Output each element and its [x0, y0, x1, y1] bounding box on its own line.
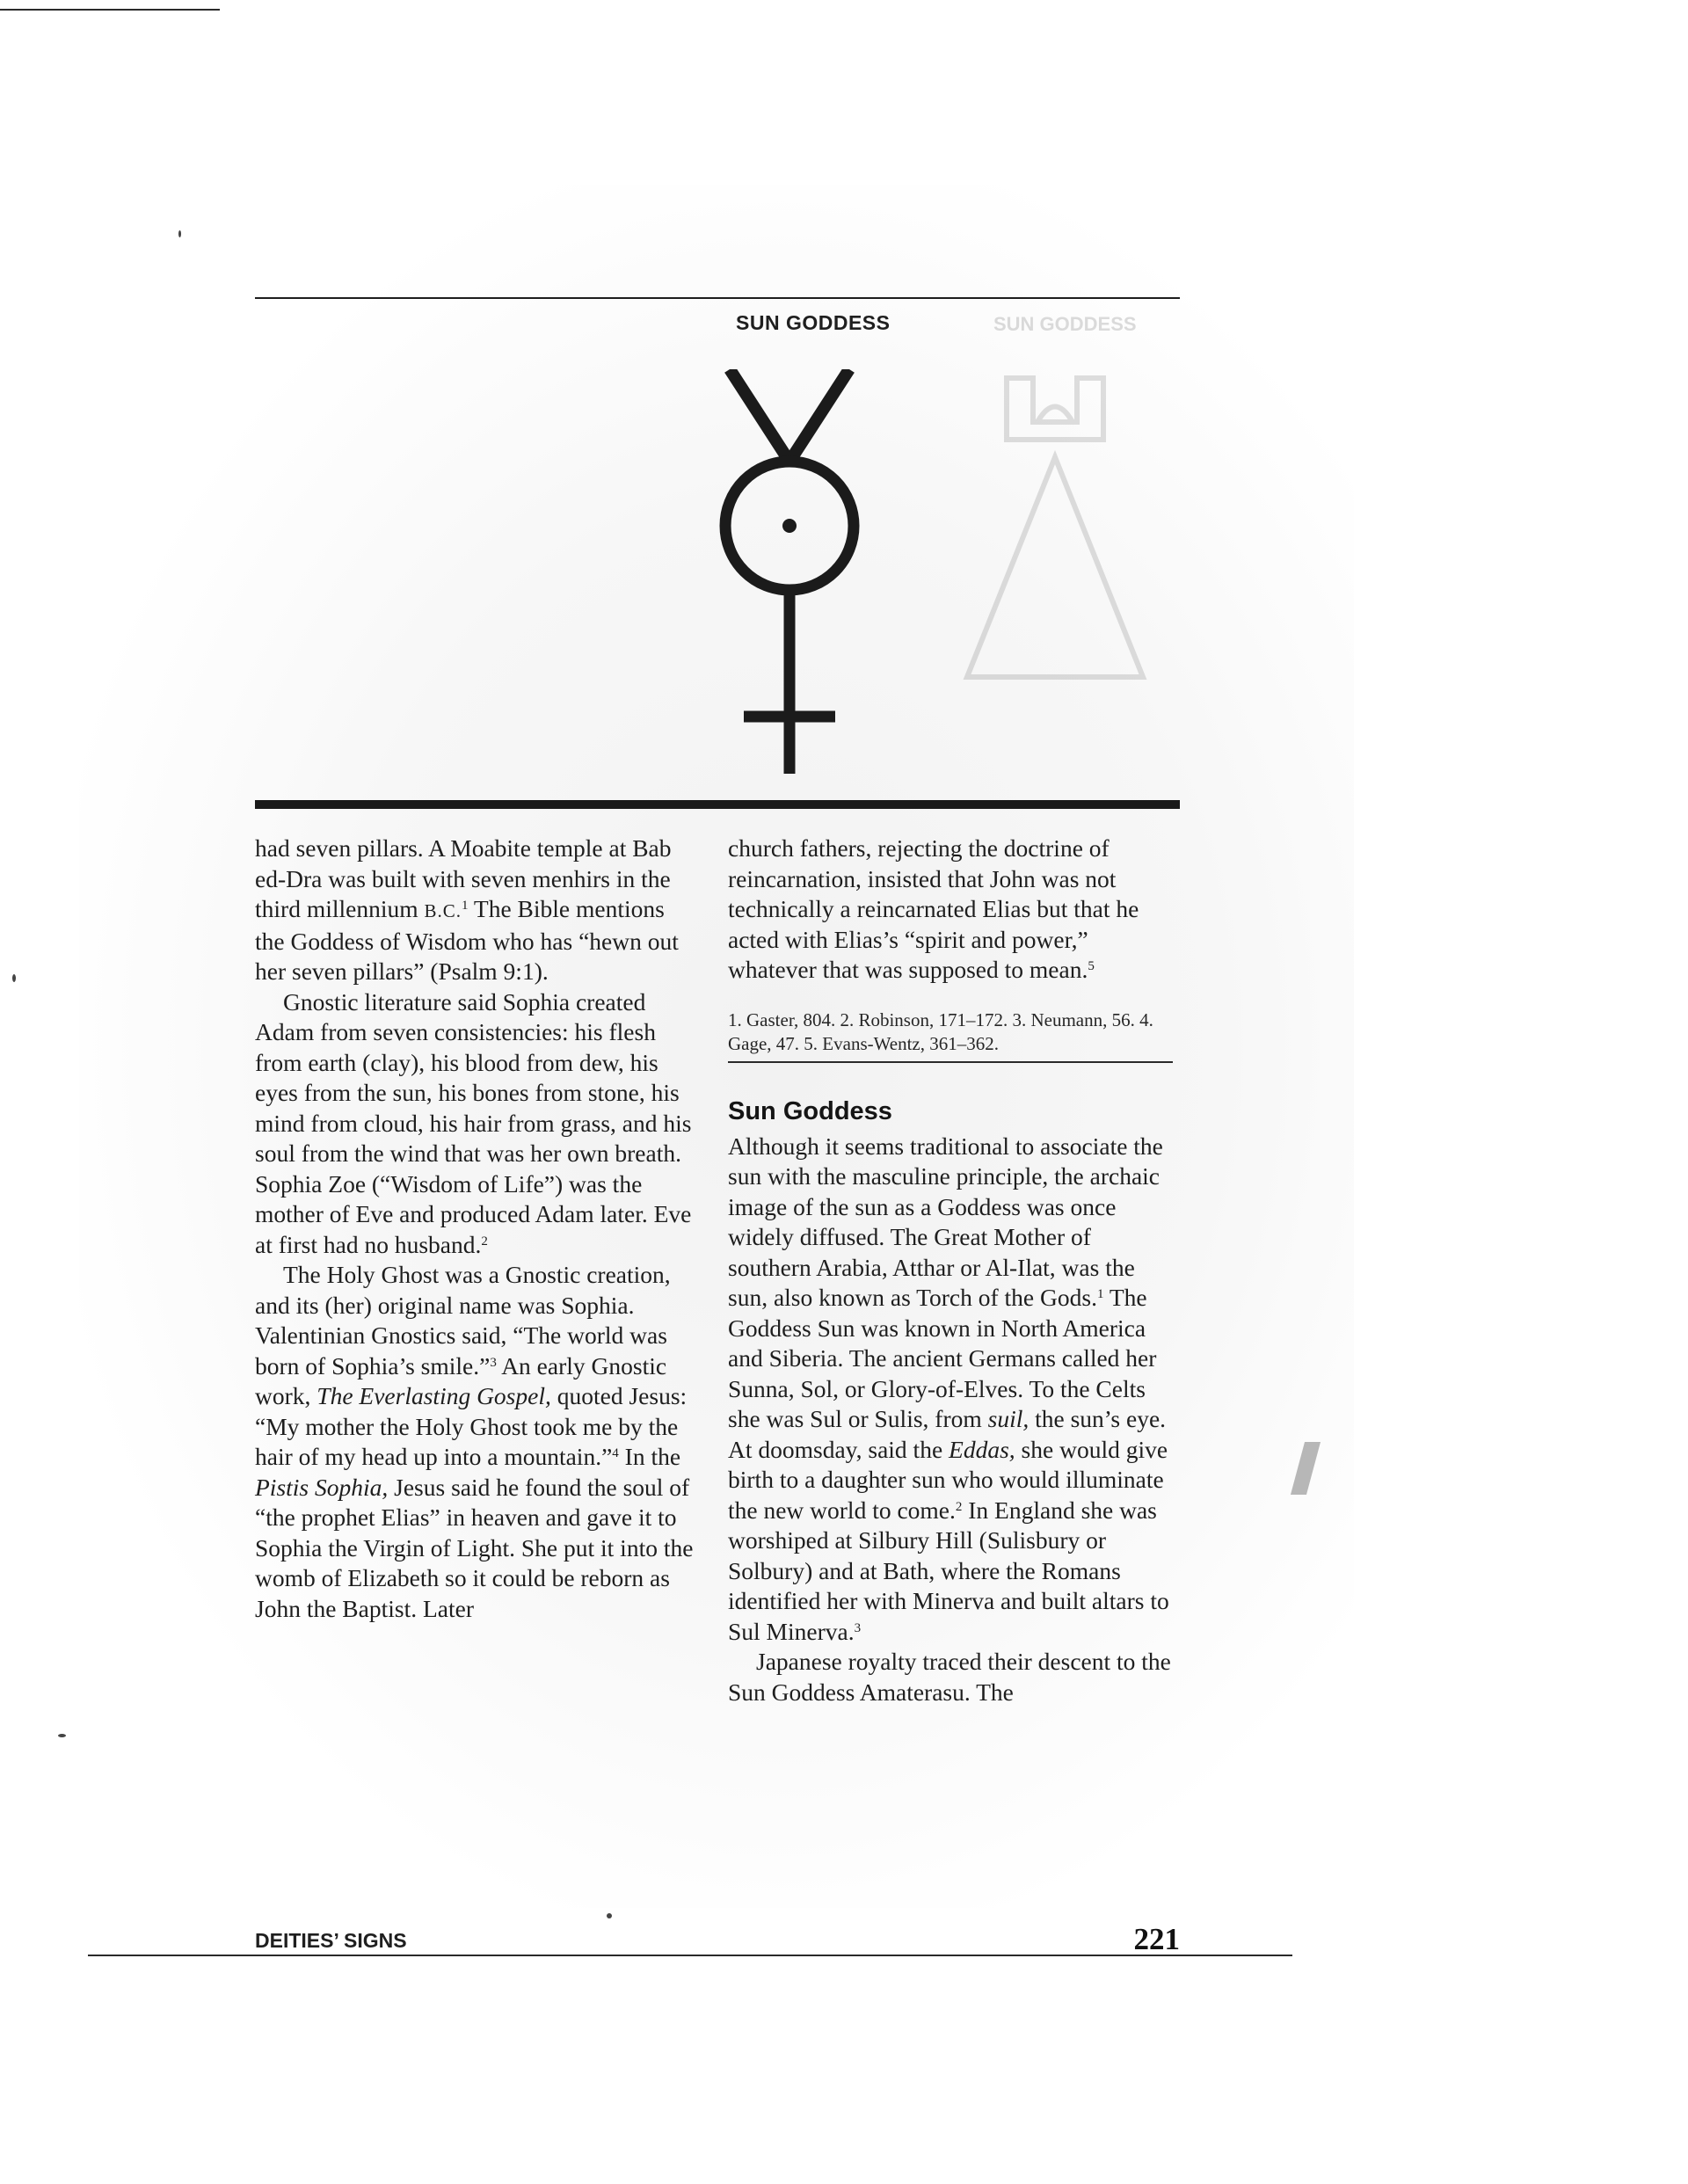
scan-speck [58, 1734, 66, 1737]
footer-section-title: DEITIES’ SIGNS [255, 1929, 407, 1952]
text-span: In the [618, 1443, 681, 1470]
footnote-ref: 2 [955, 1499, 963, 1514]
italic-term: suil, [987, 1405, 1030, 1432]
scan-edge-top [0, 9, 220, 11]
italic-term: Eddas, [949, 1435, 1015, 1463]
footnote-ref: 2 [481, 1234, 488, 1249]
text-span: Jesus said he found the soul of “the prophet Elias” in heaven and gave it to Sophia the Virgin of Light. She put it into the womb of Elizabeth so it could be reborn as John the Baptist. Later [255, 1473, 694, 1622]
paragraph [255, 987, 700, 1261]
notes-rule [728, 1061, 1173, 1063]
bleed-through-sign-icon [923, 308, 1187, 712]
scan-edge-bottom [88, 1955, 1292, 1956]
footnote-ref: 3 [490, 1355, 497, 1370]
text-span: quoted Jesus: “My mother the Holy Ghost took me by the hair of my head up into a mountain.” [255, 1382, 688, 1470]
text-span: The Holy Ghost was a Gnostic creation, and its (her) original name was Sophia. Valentinian Gnostics said, “The world was born of Sophia’s smile.” [255, 1261, 671, 1380]
book-title: The Everlasting Gospel, [316, 1382, 551, 1409]
paragraph [728, 834, 1173, 986]
text-span: In England she was worshiped at Silbury Hill (Sulisbury or Solbury) and at Bath, where the Romans identified her with Minerva and built altars to Sul Minerva. [728, 1496, 1169, 1645]
text-span: had seven pillars. A Moabite temple at Bab ed-Dra was built with seven menhirs in the third millennium [255, 834, 672, 922]
top-rule [255, 297, 1180, 299]
text-span: The Bible mentions the Goddess of Wisdom who has “hewn out her seven pillars” (Psalm 9:1). [255, 895, 679, 985]
scan-speck [178, 230, 181, 237]
text-span: the sun’s eye. At doomsday, said the [728, 1405, 1167, 1463]
scan-speck [12, 974, 16, 982]
text-span: Japanese royalty traced their descent to the Sun Goddess Amaterasu. The [728, 1648, 1171, 1706]
footnotes: 1. Gaster, 804. 2. Robinson, 171–172. 3. Neumann, 56. 4. Gage, 47. 5. Evans-Wentz, 361–362. [728, 1008, 1153, 1054]
footnote-ref: 1 [1096, 1287, 1104, 1301]
text-span: An early Gnostic work, [255, 1351, 667, 1409]
scan-speck [607, 1913, 612, 1918]
paragraph [728, 1647, 1173, 1707]
text-span: The Goddess Sun was known in North America and Siberia. The ancient Germans called her Sunna, Sol, or Glory-of-Elves. To the Celts she was Sul or Sulis, from [728, 1284, 1157, 1432]
section-heading: Sun Goddess [728, 1096, 892, 1125]
paragraph [728, 1132, 1173, 1648]
sun-goddess-sign-icon [710, 369, 869, 774]
text-span: she would give birth to a daughter sun who would illuminate the new world to come. [728, 1435, 1168, 1524]
ghost-running-head: SUN GODDESS [993, 313, 1137, 335]
text-span: Gnostic literature said Sophia created Adam from seven consistencies: his flesh from earth (clay), his blood from dew, his eyes from the sun, his bones from stone, his mind from cloud, his hair from grass, and his soul from the wind that was her own breath. Sophia Zoe (“Wisdom of Life”) was the mother of Eve and produced Adam later. Eve at first had no husband. [255, 987, 692, 1258]
heavy-rule [255, 800, 1180, 809]
era-abbreviation: B.C. [424, 900, 462, 921]
book-page [255, 290, 1180, 1956]
left-column [255, 834, 700, 1624]
paragraph [255, 834, 700, 987]
footnote-ref: 5 [1088, 959, 1095, 973]
footnote-ref: 1 [462, 899, 469, 913]
text-span: church fathers, rejecting the doctrine of reincarnation, insisted that John was not technically a reincarnated Elias but that he acted with Elias’s “spirit and power,” whatever that was supposed to mean. [728, 834, 1139, 983]
paragraph [255, 1260, 700, 1624]
book-title: Pistis Sophia, [255, 1473, 389, 1501]
right-column [728, 834, 1173, 1707]
text-span: Although it seems traditional to associate the sun with the masculine principle, the archaic image of the sun as a Goddess was once widely diffused. The Great Mother of southern Arabia, Atthar or Al-Ilat, was the sun, also known as Torch of the Gods. [728, 1132, 1163, 1311]
footnote-ref: 4 [612, 1446, 619, 1460]
page-number: 221 [1133, 1922, 1180, 1956]
running-head: SUN GODDESS [736, 311, 891, 334]
footnote-ref: 3 [854, 1620, 862, 1635]
